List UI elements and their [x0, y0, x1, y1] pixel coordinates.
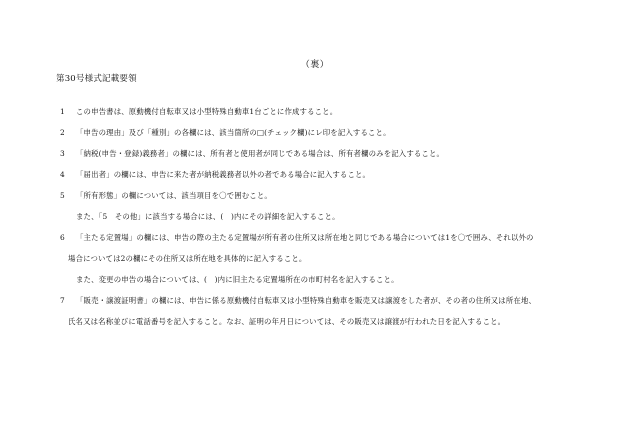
- item-number: 1: [60, 107, 65, 116]
- instruction-item-2: [60, 129, 391, 136]
- item-number: 6: [60, 233, 65, 242]
- item-text: 「所有形態」の欄については、該当項目を〇で囲むこと。: [76, 191, 272, 200]
- item-text: 「納税(申告・登録)義務者」の欄には、所有者と使用者が同じである場合は、所有者欄のみを記入すること。: [76, 149, 445, 158]
- item-number: 7: [60, 296, 65, 305]
- item-text: 「販売・譲渡証明書」の欄には、申告に係る原動機付自転車又は小型特殊自動車を販売又は譲渡をした者が、その者の住所又は所在地、: [76, 296, 536, 305]
- item-text: この申告書は、原動機付自転車又は小型特殊自動車1台ごとに作成すること。: [76, 107, 338, 116]
- item-text: 「主たる定置場」の欄には、申告の際の主たる定置場が所有者の住所又は所在地と同じである場合については1を〇で囲み、それ以外の: [76, 233, 534, 242]
- item-text: 「申告の理由」及び「種別」の各欄には、該当箇所の□(チェック欄)にレ印を記入すること。: [76, 128, 391, 137]
- instruction-item-7-wrap: [68, 318, 505, 325]
- item-text: また、変更の申告の場合については、( )内に旧主たる定置場所在の市町村名を記入すること。: [76, 275, 399, 284]
- page-side-label: （裏）: [300, 60, 330, 70]
- item-number: 3: [60, 149, 65, 158]
- item-text: 氏名又は名称並びに電話番号を記入すること。なお、証明の年月日については、その販売又は譲渡が行われた日を記入すること。: [68, 317, 506, 326]
- item-text: 場合については2の欄にその住所又は所在地を具体的に記入すること。: [68, 254, 307, 263]
- item-text: また、「5 その他」に該当する場合には、( )内にその詳細を記入すること。: [76, 212, 340, 221]
- item-number: 2: [60, 128, 65, 137]
- instruction-item-4: [60, 171, 370, 178]
- instruction-item-6-wrap: [68, 255, 306, 262]
- instruction-item-7: [60, 297, 536, 304]
- item-text: 「届出者」の欄には、申告に来た者が納税義務者以外の者である場合に記入すること。: [76, 170, 371, 179]
- instruction-item-1: [60, 108, 337, 115]
- form-title: 第30号様式記載要領: [56, 74, 137, 84]
- instruction-item-3: [60, 150, 444, 157]
- instruction-item-6: [60, 234, 534, 241]
- item-number: 4: [60, 170, 65, 179]
- item-number: 5: [60, 191, 65, 200]
- instruction-item-5-continuation: [76, 213, 340, 220]
- instruction-item-5: [60, 192, 272, 199]
- instruction-item-6-continuation: [76, 276, 399, 283]
